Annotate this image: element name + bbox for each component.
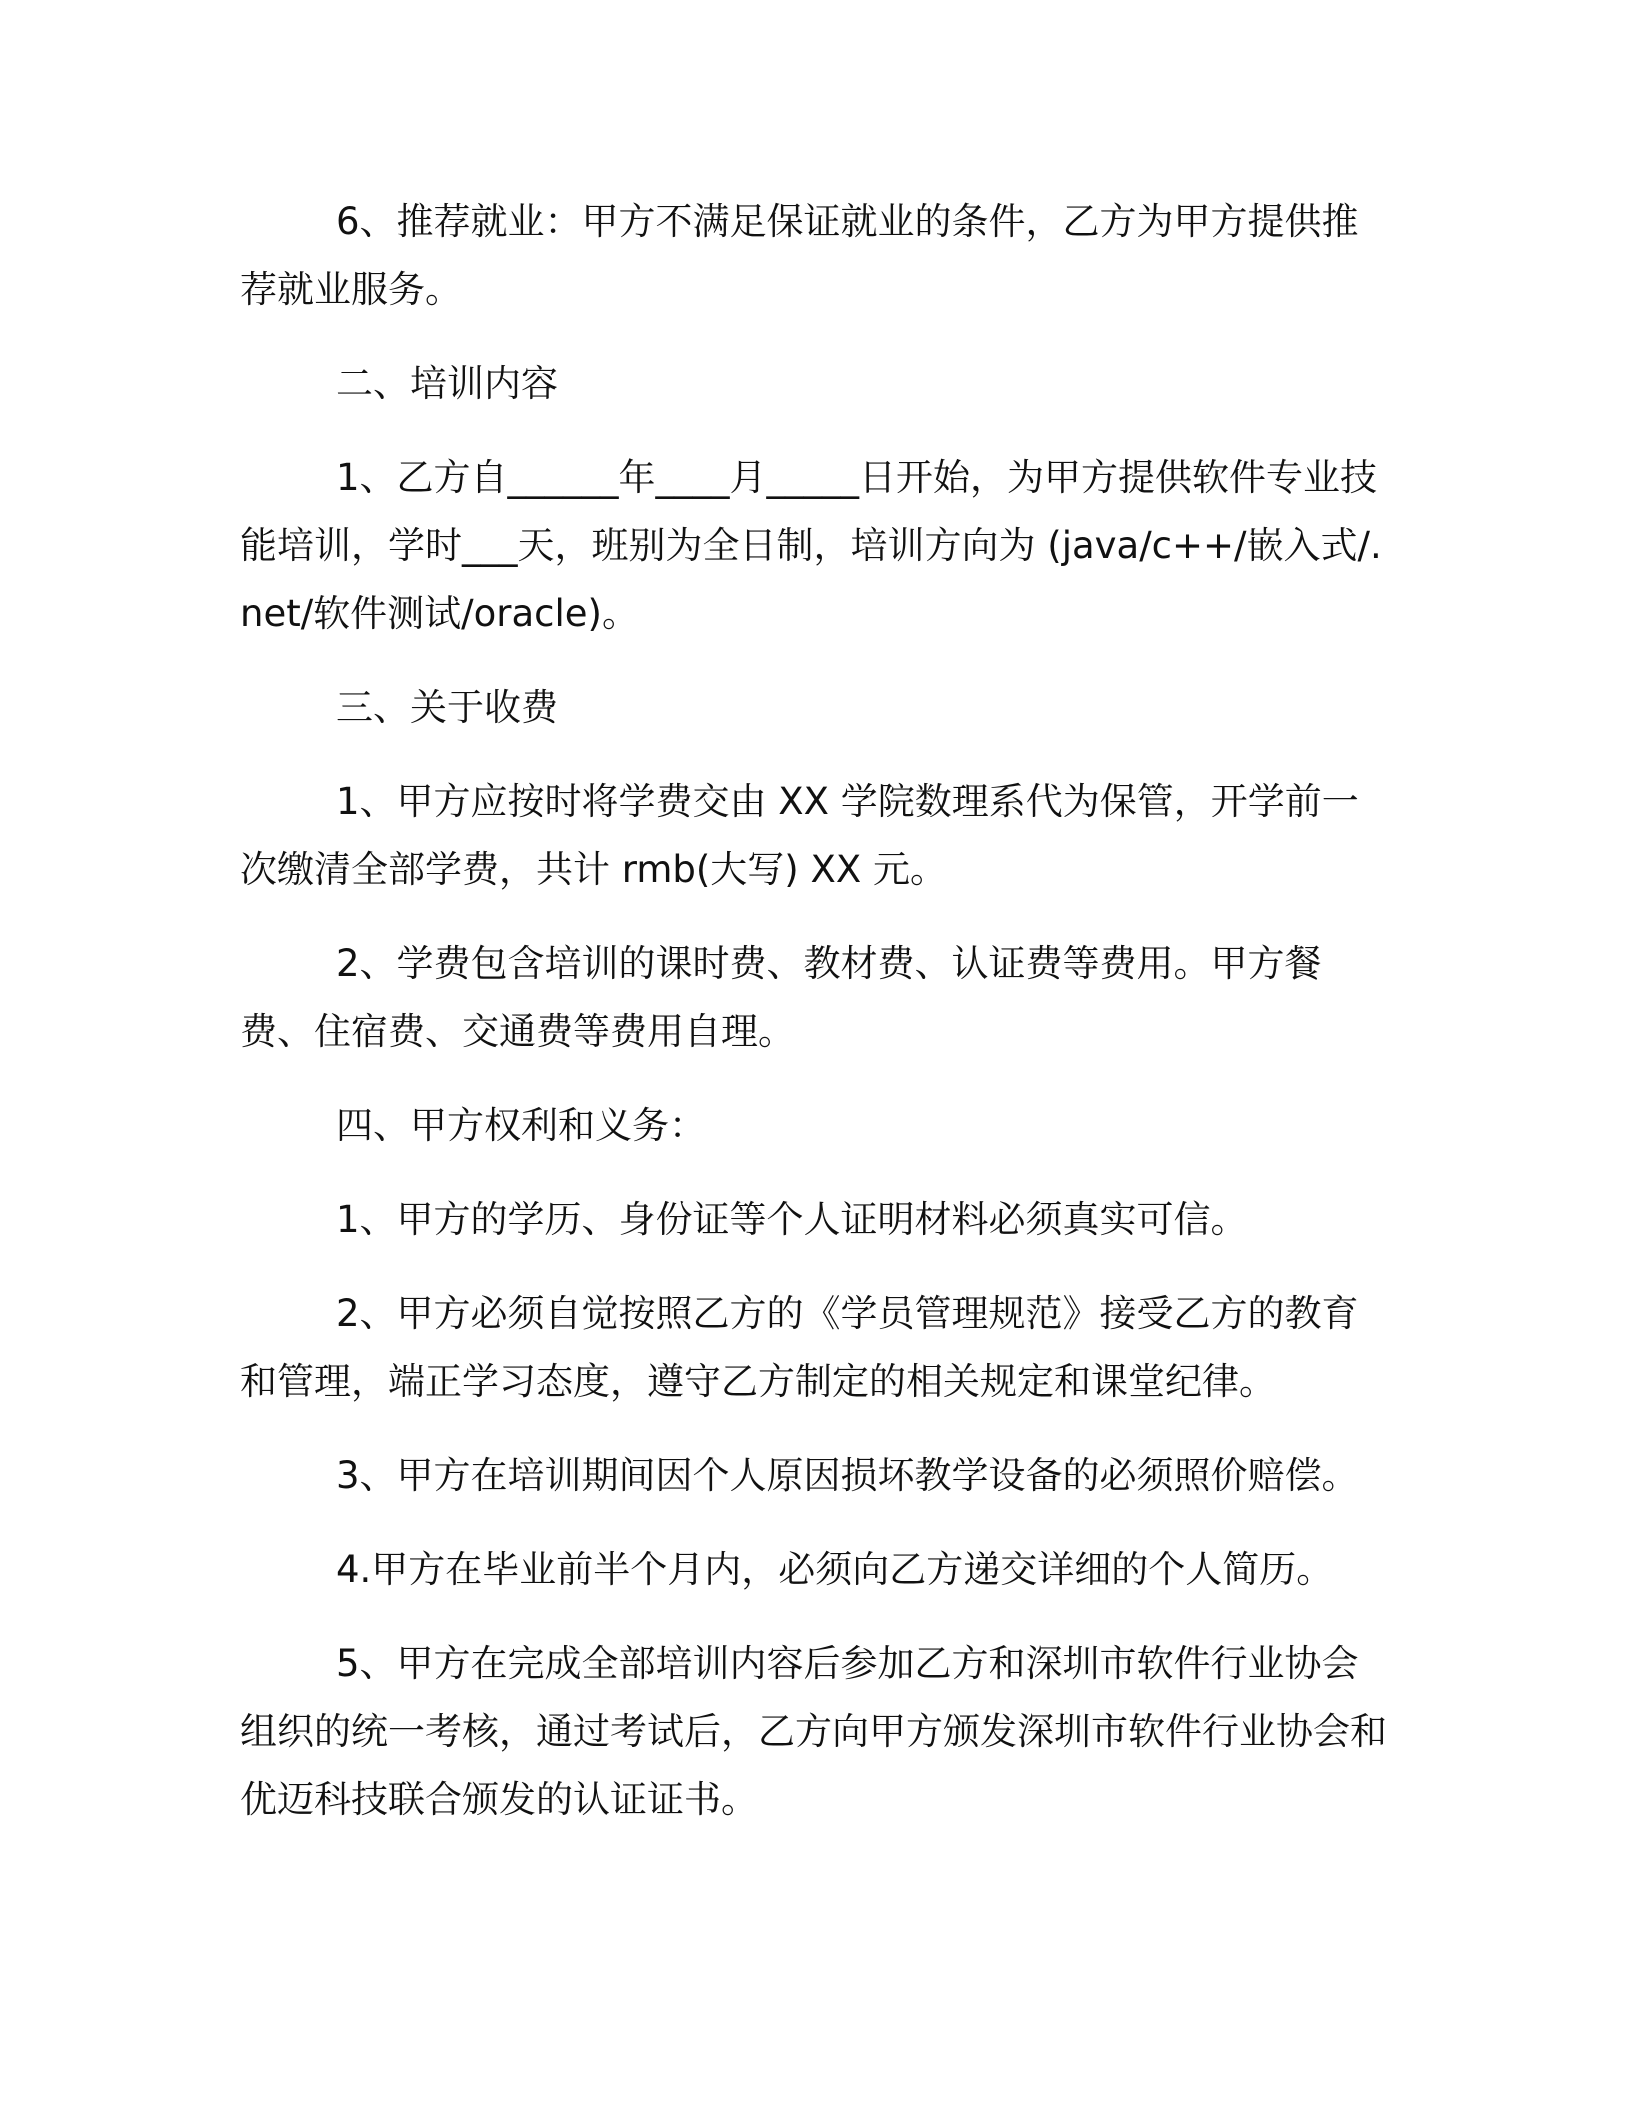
section-heading-fees: 三、关于收费 (336, 686, 558, 729)
paragraph-management-rules: 2、甲方必须自觉按照乙方的《学员管理规范》接受乙方的教育和管理，端正学习态度，遵守乙方制定的相关规定和课堂纪律。 (240, 1292, 1359, 1403)
paragraph-recommend-employment: 6、推荐就业：甲方不满足保证就业的条件，乙方为甲方提供推荐就业服务。 (240, 200, 1359, 311)
paragraph-true-credentials: 1、甲方的学历、身份证等个人证明材料必须真实可信。 (336, 1198, 1248, 1241)
paragraph-fee-coverage: 2、学费包含培训的课时费、教材费、认证费等费用。甲方餐费、住宿费、交通费等费用自理。 (240, 942, 1322, 1053)
paragraph-equipment-damage: 3、甲方在培训期间因个人原因损坏教学设备的必须照价赔偿。 (336, 1454, 1359, 1497)
paragraph-certification: 5、甲方在完成全部培训内容后参加乙方和深圳市软件行业协会组织的统一考核，通过考试后，乙方向甲方颁发深圳市软件行业协会和优迈科技联合颁发的认证证书。 (240, 1642, 1387, 1821)
section-heading-training-content: 二、培训内容 (336, 362, 558, 405)
document-body (240, 188, 1392, 1860)
paragraph-training-schedule: 1、乙方自______年____月_____日开始，为甲方提供软件专业技能培训，学时___天，班别为全日制，培训方向为 (java/c++/嵌入式/.net/软件测试/oracle)。 (240, 456, 1382, 635)
section-heading-party-a-rights: 四、甲方权利和义务： (336, 1104, 706, 1147)
paragraph-fee-payment: 1、甲方应按时将学费交由 XX 学院数理系代为保管，开学前一次缴清全部学费，共计 rmb(大写) XX 元。 (240, 780, 1359, 891)
paragraph-resume-submission: 4.甲方在毕业前半个月内，必须向乙方递交详细的个人简历。 (336, 1548, 1334, 1591)
